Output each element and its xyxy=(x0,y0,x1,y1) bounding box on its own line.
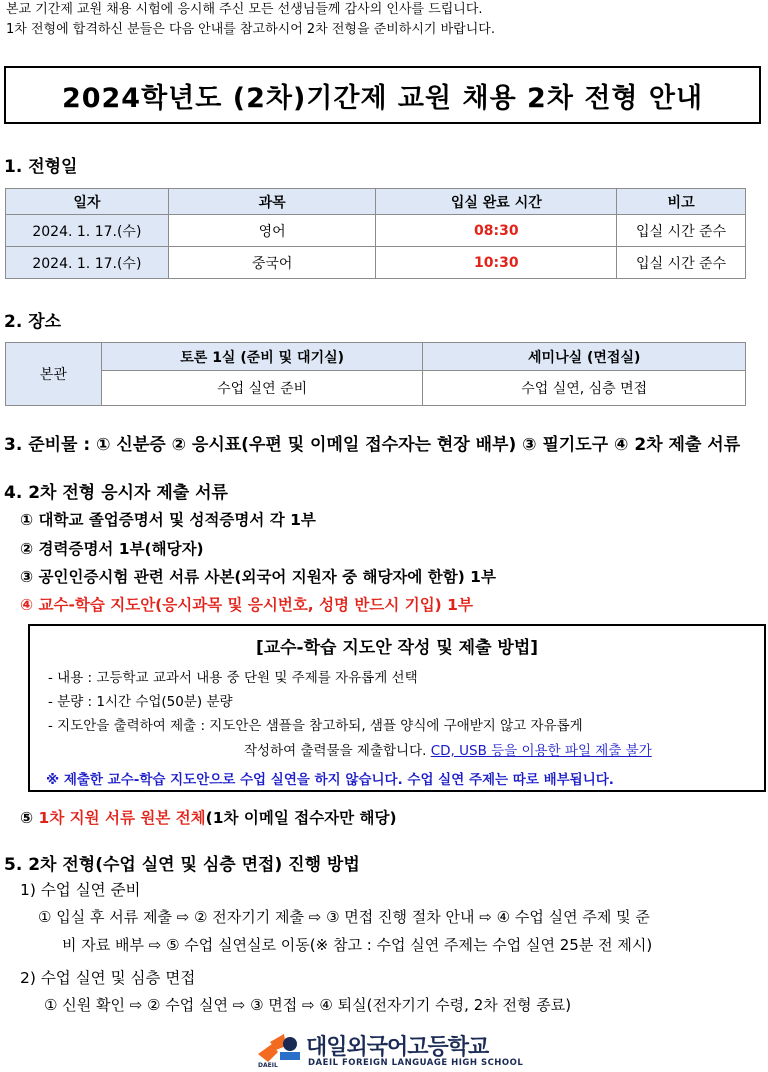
guide-line-submit-cont xyxy=(244,739,652,759)
guide-box xyxy=(28,624,766,792)
room-2-header: 세미나실 (면접실) xyxy=(423,343,746,371)
school-logo xyxy=(256,1030,524,1070)
procedure-line: ① 입실 후 서류 제출 ⇨ ② 전자기기 제출 ⇨ ③ 면접 진행 절차 안내 ⇨ ④ 수업 실연 주제 및 준 xyxy=(38,908,650,926)
section-5-heading: 5. 2차 전형(수업 실연 및 심층 면접) 진행 방법 xyxy=(4,855,360,875)
school-name-english: DAEIL FOREIGN LANGUAGE HIGH SCHOOL xyxy=(308,1058,524,1068)
guide-line-submit-text: 작성하여 출력물을 제출합니다. xyxy=(244,743,427,759)
list-item xyxy=(20,806,397,828)
list-item: ③ 공인인증시험 관련 서류 사본(외국어 지원자 중 해당자에 한함) 1부 xyxy=(20,568,496,586)
header-time: 입실 완료 시간 xyxy=(376,189,617,215)
item-5-number: ⑤ xyxy=(20,809,34,827)
room-1-use: 수업 실연 준비 xyxy=(101,371,423,406)
schedule-table xyxy=(5,188,746,279)
row-note: 입실 시간 준수 xyxy=(617,215,746,247)
section-3-heading: 3. 준비물 : ① 신분증 ② 응시표(우편 및 이메일 접수자는 현장 배부) ③ 필기도구 ④ 2차 제출 서류 xyxy=(4,435,741,455)
table-header-row xyxy=(6,189,746,215)
item-5-highlight: 1차 지원 서류 원본 전체 xyxy=(38,809,206,827)
intro-line-2: 1차 전형에 합격하신 분들은 다음 안내를 참고하시어 2차 전형을 준비하시기 바랍니다. xyxy=(6,22,495,37)
guide-title: [교수-학습 지도안 작성 및 제출 방법] xyxy=(255,638,539,658)
row-subject: 중국어 xyxy=(168,247,376,279)
guide-line-content: - 내용 : 고등학교 교과서 내용 중 단원 및 주제를 자유롭게 선택 xyxy=(48,670,418,686)
table-row xyxy=(6,215,746,247)
file-restriction-note: CD, USB 등을 이용한 파일 제출 불가 xyxy=(430,743,652,759)
school-emblem-icon xyxy=(256,1032,304,1068)
subsection-2: 2) 수업 실연 및 심층 면접 xyxy=(20,969,196,987)
school-name: 대일외국어고등학교 xyxy=(306,1035,489,1060)
list-item-highlight: ④ 교수-학습 지도안(응시과목 및 응시번호, 성명 반드시 기입) 1부 xyxy=(20,596,473,614)
room-2-use: 수업 실연, 심층 면접 xyxy=(423,371,746,406)
row-note: 입실 시간 준수 xyxy=(617,247,746,279)
row-date: 2024. 1. 17.(수) xyxy=(6,247,169,279)
row-time: 08:30 xyxy=(376,215,617,247)
document-title: 2024학년도 (2차)기간제 교원 채용 2차 전형 안내 xyxy=(4,66,761,124)
header-date: 일자 xyxy=(6,189,169,215)
header-note: 비고 xyxy=(617,189,746,215)
table-row xyxy=(6,247,746,279)
building-cell: 본관 xyxy=(6,343,102,406)
procedure-line: 비 자료 배부 ⇨ ⑤ 수업 실연실로 이동(※ 참고 : 수업 실연 주제는 수업 실연 25분 전 제시) xyxy=(62,936,653,954)
header-subject: 과목 xyxy=(168,189,376,215)
emblem-text: DAEIL xyxy=(258,1062,278,1068)
section-4-heading: 4. 2차 전형 응시자 제출 서류 xyxy=(4,483,228,503)
list-item: ② 경력증명서 1부(해당자) xyxy=(20,540,204,558)
list-item: ① 대학교 졸업증명서 및 성적증명서 각 1부 xyxy=(20,511,316,529)
row-date: 2024. 1. 17.(수) xyxy=(6,215,169,247)
location-table xyxy=(5,342,746,406)
item-5-rest: (1차 이메일 접수자만 해당) xyxy=(205,809,397,827)
row-time: 10:30 xyxy=(376,247,617,279)
section-1-heading: 1. 전형일 xyxy=(4,157,78,177)
intro-line-1: 본교 기간제 교원 채용 시험에 응시해 주신 모든 선생님들께 감사의 인사를 드립니다. xyxy=(6,2,483,17)
procedure-line: ① 신원 확인 ⇨ ② 수업 실연 ⇨ ③ 면접 ⇨ ④ 퇴실(전자기기 수령, 2차 전형 종료) xyxy=(44,996,572,1014)
guide-line-submit: - 지도안을 출력하여 제출 : 지도안은 샘플을 참고하되, 샘플 양식에 구애받지 않고 자유롭게 xyxy=(48,718,583,734)
row-subject: 영어 xyxy=(168,215,376,247)
subsection-1: 1) 수업 실연 준비 xyxy=(20,881,141,899)
room-1-header: 토론 1실 (준비 및 대기실) xyxy=(101,343,423,371)
section-2-heading: 2. 장소 xyxy=(4,312,62,332)
guide-line-amount: - 분량 : 1시간 수업(50분) 분량 xyxy=(48,694,233,710)
guide-warning-note: ※ 제출한 교수-학습 지도안으로 수업 실연을 하지 않습니다. 수업 실연 주제는 따로 배부됩니다. xyxy=(46,772,614,788)
